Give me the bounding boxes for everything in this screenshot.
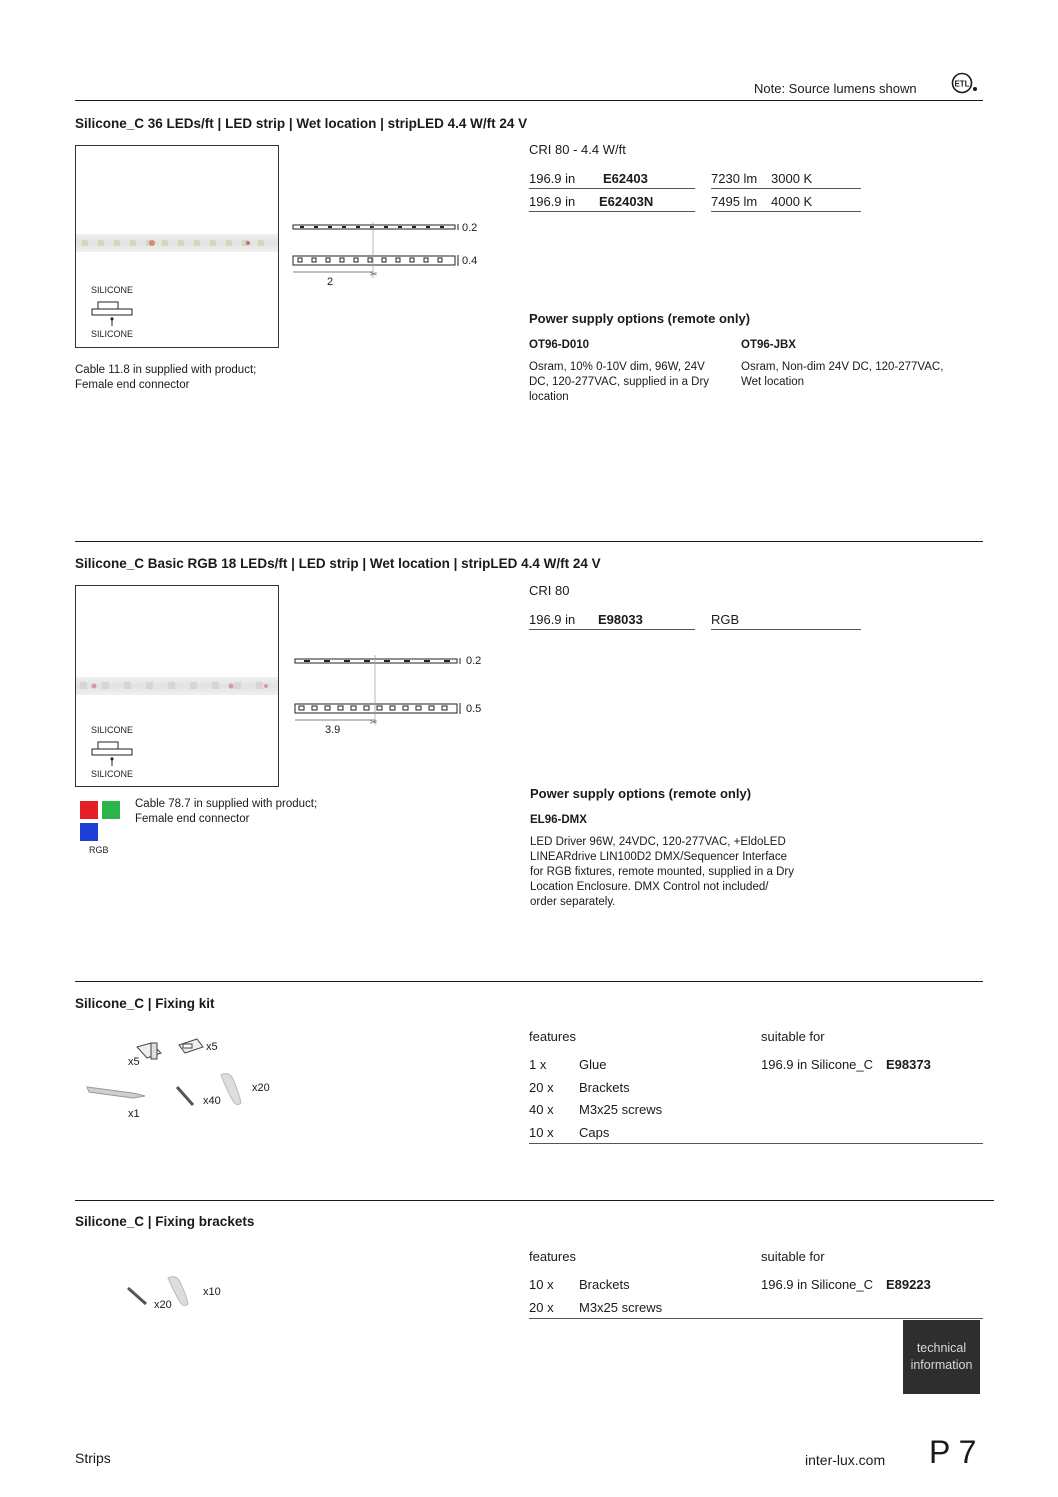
row-divider: [711, 188, 861, 189]
footer-site-link[interactable]: inter-lux.com: [805, 1452, 886, 1468]
silicone-top-label: SILICONE: [91, 725, 134, 735]
power-desc: LINEARdrive LIN100D2 DMX/Sequencer Interface: [530, 851, 787, 863]
power-code: OT96-D010: [529, 339, 590, 351]
section-title: Silicone_C | Fixing kit: [75, 996, 215, 1011]
page-number: P 7: [929, 1434, 977, 1470]
article-code: E89223: [886, 1277, 931, 1292]
feature-name: M3x25 screws: [579, 1300, 663, 1315]
dim-thickness: 0.2: [466, 655, 482, 667]
row-divider: [711, 629, 861, 630]
section-title: Silicone_C Basic RGB 18 LEDs/ft | LED strip | Wet location | stripLED 4.4 W/ft 24 V: [75, 556, 601, 571]
power-code: EL96-DMX: [530, 814, 587, 826]
section-title: Silicone_C | Fixing brackets: [75, 1214, 255, 1229]
power-desc: order separately.: [530, 896, 616, 908]
technical-information-tab[interactable]: [903, 1320, 980, 1394]
qty-label: x5: [128, 1056, 140, 1068]
suitable-header: suitable for: [761, 1249, 825, 1264]
article-code: E62403N: [599, 194, 654, 209]
row-length: 196.9 in: [529, 194, 576, 209]
feature-qty: 1 x: [529, 1057, 547, 1072]
feature-name: Caps: [579, 1125, 610, 1140]
row-divider: [529, 1143, 983, 1144]
footer-category: Strips: [75, 1450, 111, 1466]
qty-label: x1: [128, 1108, 140, 1120]
power-desc: Wet location: [741, 376, 805, 388]
dim-cut-length: 2: [327, 276, 334, 288]
svg-text:✂: ✂: [370, 717, 378, 727]
row-divider: [529, 1318, 983, 1319]
etl-cert-icon: [950, 72, 980, 94]
section-divider: [75, 541, 983, 542]
feature-qty: 20 x: [529, 1080, 554, 1095]
cable-note-line1: Cable 78.7 in supplied with product;: [135, 798, 318, 810]
qty-label: x20: [154, 1299, 172, 1311]
led-strip-photo: [76, 677, 278, 695]
svg-text:✂: ✂: [370, 269, 378, 279]
row-cct: 3000 K: [771, 171, 813, 186]
power-desc: for RGB fixtures, remote mounted, supplied in a Dry: [530, 866, 794, 878]
product-image: [75, 585, 279, 787]
feature-name: Brackets: [579, 1080, 630, 1095]
qty-label: x40: [203, 1095, 221, 1107]
cri-label: CRI 80 - 4.4 W/ft: [529, 142, 626, 157]
power-desc: Location Enclosure. DMX Control not included/: [530, 881, 769, 893]
section-divider: [75, 981, 983, 982]
silicone-top-label: SILICONE: [91, 285, 134, 295]
row-divider: [529, 629, 695, 630]
cable-note-line2: Female end connector: [135, 813, 250, 825]
rgb-red-swatch: [80, 801, 98, 819]
silicone-bottom-label: SILICONE: [91, 329, 134, 339]
rgb-blue-swatch: [80, 823, 98, 841]
cable-note-line2: Female end connector: [75, 379, 190, 391]
feature-qty: 20 x: [529, 1300, 554, 1315]
dimension-drawing: [294, 653, 489, 733]
feature-name: Glue: [579, 1057, 607, 1072]
row-cct: 4000 K: [771, 194, 813, 209]
power-desc: DC, 120-277VAC, supplied in a Dry: [529, 376, 710, 388]
feature-name: Brackets: [579, 1277, 630, 1292]
tab-line2: information: [910, 1358, 973, 1372]
header-divider: [75, 100, 983, 101]
svg-text:ETL: ETL: [954, 79, 970, 89]
power-desc: Osram, 10% 0-10V dim, 96W, 24V: [529, 361, 705, 373]
led-strip-photo: [76, 234, 278, 252]
features-header: features: [529, 1029, 576, 1044]
row-divider: [711, 211, 861, 212]
product-image: [75, 145, 279, 348]
cross-section-icon: [90, 298, 134, 333]
power-code: OT96-JBX: [741, 339, 796, 351]
qty-label: x5: [206, 1041, 218, 1053]
cable-note-line1: Cable 11.8 in supplied with product;: [75, 364, 257, 376]
section-title: Silicone_C 36 LEDs/ft | LED strip | Wet location | stripLED 4.4 W/ft 24 V: [75, 116, 528, 131]
row-lumens: 7495 lm: [711, 194, 758, 209]
row-lumens: 7230 lm: [711, 171, 758, 186]
suitable-for: 196.9 in Silicone_C: [761, 1057, 874, 1072]
row-color: RGB: [711, 612, 740, 627]
fixing-kit-image: [85, 1035, 285, 1125]
power-options-title: Power supply options (remote only): [529, 311, 751, 326]
row-length: 196.9 in: [529, 612, 576, 627]
dim-thickness: 0.2: [462, 222, 478, 234]
power-desc: location: [529, 391, 569, 403]
rgb-label: RGB: [89, 845, 109, 855]
suitable-for: 196.9 in Silicone_C: [761, 1277, 874, 1292]
qty-label: x10: [203, 1286, 221, 1298]
article-code: E98033: [598, 612, 643, 627]
row-length: 196.9 in: [529, 171, 576, 186]
article-code: E98373: [886, 1057, 931, 1072]
feature-qty: 10 x: [529, 1277, 554, 1292]
power-desc: Osram, Non-dim 24V DC, 120-277VAC,: [741, 361, 944, 373]
rgb-green-swatch: [102, 801, 120, 819]
feature-qty: 10 x: [529, 1125, 554, 1140]
tab-line1: technical: [916, 1341, 967, 1355]
feature-qty: 40 x: [529, 1102, 554, 1117]
row-divider: [529, 188, 695, 189]
article-code: E62403: [603, 171, 648, 186]
led-dots: [76, 234, 278, 252]
features-header: features: [529, 1249, 576, 1264]
power-desc: LED Driver 96W, 24VDC, 120-277VAC, +EldoLED: [530, 836, 786, 848]
cross-section-icon: [90, 738, 134, 773]
suitable-header: suitable for: [761, 1029, 825, 1044]
cri-label: CRI 80: [529, 583, 570, 598]
row-divider: [529, 211, 695, 212]
qty-label: x20: [252, 1082, 270, 1094]
silicone-bottom-label: SILICONE: [91, 769, 134, 779]
dim-cut-length: 3.9: [325, 724, 341, 736]
power-options-title: Power supply options (remote only): [530, 786, 752, 801]
led-dots: [76, 677, 278, 695]
source-lumens-note: Note: Source lumens shown: [754, 81, 917, 96]
section-divider: [75, 1200, 994, 1201]
dim-width: 0.4: [462, 255, 478, 267]
dimension-drawing: [292, 220, 487, 290]
feature-name: M3x25 screws: [579, 1102, 663, 1117]
dim-width: 0.5: [466, 703, 482, 715]
